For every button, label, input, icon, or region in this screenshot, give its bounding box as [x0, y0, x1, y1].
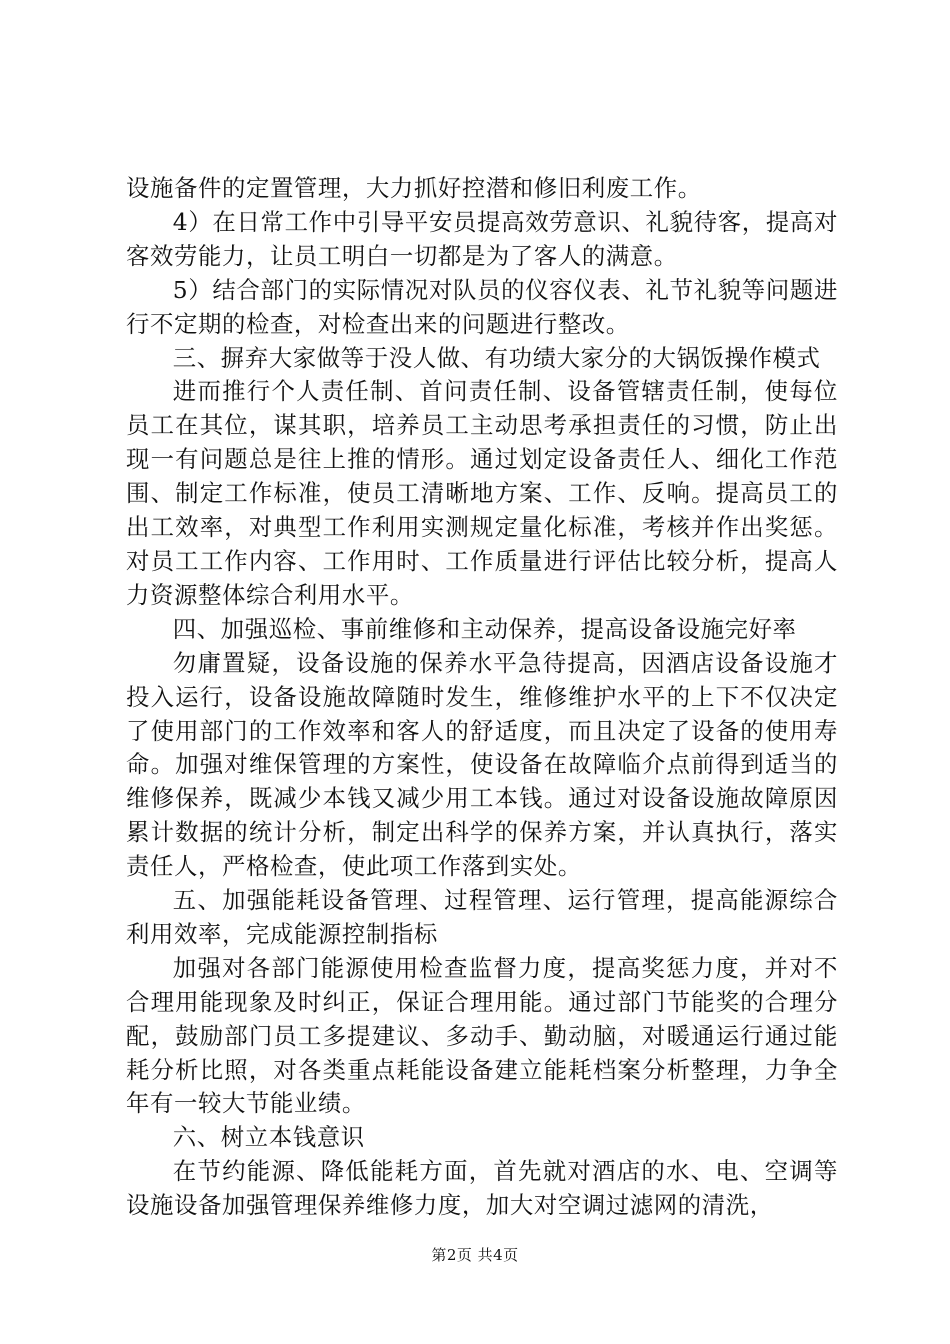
paragraph-item-4: 4）在日常工作中引导平安员提高效劳意识、礼貌待客，提高对客效劳能力，让员工明白一切都是为了客人的满意。	[126, 207, 838, 270]
paragraph-responsibility: 进而推行个人责任制、首问责任制、设备管辖责任制，使每位员工在其位，谋其职，培养员工主动思考承担责任的习惯，防止出现一有问题总是往上推的情形。通过划定设备责任人、细化工作范围、制定工作标准，使员工清晰地方案、工作、反响。提高员工的出工效率，对典型工作利用实测规定量化标准，考核并作出奖惩。对员工工作内容、工作用时、工作质量进行评估比较分析，提高人力资源整体综合利用水平。	[126, 377, 838, 609]
section-heading-5: 五、加强能耗设备管理、过程管理、运行管理，提高能源综合利用效率，完成能源控制指标	[126, 886, 838, 948]
section-heading-6: 六、树立本钱意识	[172, 1123, 365, 1152]
paragraph-item-5: 5）结合部门的实际情况对队员的仪容仪表、礼节礼貌等问题进行不定期的检查，对检查出来的问题进行整改。	[126, 275, 838, 338]
paragraph-continuation: 设施备件的定置管理，大力抓好控潜和修旧利废工作。	[126, 174, 702, 202]
paragraph-cost-awareness: 在节约能源、降低能耗方面，首先就对酒店的水、电、空调等设施设备加强管理保养维修力度，加大对空调过滤网的清洗，	[126, 1157, 838, 1220]
section-heading-4: 四、加强巡检、事前维修和主动保养，提高设备设施完好率	[172, 614, 797, 643]
section-heading-3: 三、摒弃大家做等于没人做、有功绩大家分的大锅饭操作模式	[172, 343, 821, 372]
page-footer: 第2页 共4页	[431, 1246, 519, 1264]
paragraph-energy: 加强对各部门能源使用检查监督力度，提高奖惩力度，并对不合理用能现象及时纠正，保证合理用能。通过部门节能奖的合理分配，鼓励部门员工多提建议、多动手、勤动脑，对暖通运行通过能耗分析比照，对各类重点耗能设备建立能耗档案分析整理，力争全年有一较大节能业绩。	[126, 953, 838, 1118]
paragraph-maintenance: 勿庸置疑，设备设施的保养水平急待提高，因酒店设备设施才投入运行，设备设施故障随时发生，维修维护水平的上下不仅决定了使用部门的工作效率和客人的舒适度，而且决定了设备的使用寿命。加强对维保管理的方案性，使设备在故障临介点前得到适当的维修保养，既减少本钱又减少用工本钱。通过对设备设施故障原因累计数据的统计分析，制定出科学的保养方案，并认真执行，落实责任人，严格检查，使此项工作落到实处。	[126, 648, 838, 881]
document-body	[126, 172, 838, 1223]
